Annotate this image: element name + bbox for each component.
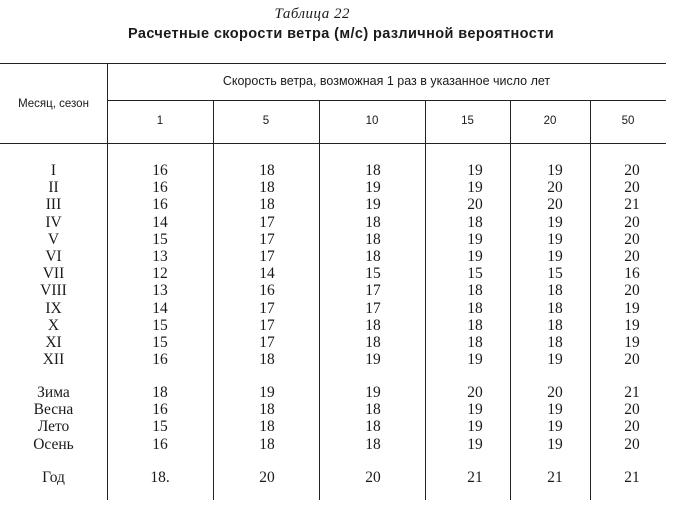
table-row [0, 317, 682, 334]
value-cell: 18 [365, 162, 381, 179]
value-cell: 19 [547, 436, 563, 453]
column-header: 10 [365, 115, 379, 127]
table-row [0, 384, 682, 401]
value-cell: 16 [624, 265, 640, 282]
table-row [0, 196, 682, 213]
value-cell: 18 [365, 231, 381, 248]
value-cell: 19 [624, 334, 640, 351]
value-cell: 19 [467, 418, 483, 435]
value-cell: 15 [547, 265, 563, 282]
value-cell: 20 [624, 418, 640, 435]
column-header: 5 [262, 115, 270, 127]
value-cell: 19 [547, 162, 563, 179]
value-cell: 16 [259, 282, 275, 299]
value-cell: 13 [152, 282, 168, 299]
value-cell: 18 [259, 196, 275, 213]
value-cell: 15 [152, 231, 168, 248]
value-cell: 19 [365, 179, 381, 196]
table-caption [0, 6, 682, 42]
value-cell: 18. [150, 469, 170, 486]
value-cell: 19 [547, 231, 563, 248]
value-cell: 17 [365, 282, 381, 299]
value-cell: 20 [624, 162, 640, 179]
value-cell: 19 [624, 300, 640, 317]
value-cell: 18 [259, 401, 275, 418]
row-header-label: Месяц, сезон [18, 98, 89, 110]
value-cell: 14 [152, 300, 168, 317]
group-header-rule [107, 100, 666, 101]
table-row [0, 351, 682, 368]
value-cell: 20 [467, 196, 483, 213]
value-cell: 18 [259, 351, 275, 368]
table-row [0, 265, 682, 282]
table-row [0, 469, 682, 486]
table-row [0, 300, 682, 317]
value-cell: 20 [259, 469, 275, 486]
row-label: Лето [37, 418, 70, 435]
value-cell: 12 [152, 265, 168, 282]
row-label: VIII [40, 282, 67, 299]
row-label: Год [42, 469, 65, 486]
row-label: V [47, 231, 60, 248]
table-title: Расчетные скорости ветра (м/с) различной вероятности [127, 26, 555, 42]
value-cell: 19 [547, 401, 563, 418]
value-cell: 17 [259, 248, 275, 265]
value-cell: 16 [152, 162, 168, 179]
value-cell: 18 [365, 214, 381, 231]
row-label: II [48, 179, 59, 196]
value-cell: 18 [467, 334, 483, 351]
row-label: III [45, 196, 62, 213]
table-row [0, 248, 682, 265]
value-cell: 15 [365, 265, 381, 282]
row-label: Весна [33, 401, 74, 418]
table-row [0, 282, 682, 299]
value-cell: 16 [152, 436, 168, 453]
row-label: VI [45, 248, 62, 265]
table-row [0, 179, 682, 196]
value-cell: 15 [152, 334, 168, 351]
value-cell: 19 [365, 384, 381, 401]
row-label: IV [45, 214, 62, 231]
table-row [0, 231, 682, 248]
value-cell: 20 [624, 436, 640, 453]
table-number: Таблица 22 [274, 6, 350, 22]
value-cell: 20 [467, 384, 483, 401]
value-cell: 18 [365, 248, 381, 265]
row-label: IX [45, 300, 62, 317]
column-header: 20 [543, 115, 557, 127]
value-cell: 19 [547, 351, 563, 368]
value-cell: 19 [259, 384, 275, 401]
value-cell: 20 [547, 196, 563, 213]
table-row [0, 214, 682, 231]
value-cell: 18 [467, 317, 483, 334]
value-cell: 18 [467, 282, 483, 299]
table-row [0, 334, 682, 351]
value-cell: 19 [547, 418, 563, 435]
row-label: VII [42, 265, 65, 282]
value-cell: 21 [624, 469, 640, 486]
value-cell: 17 [259, 334, 275, 351]
value-cell: 18 [365, 334, 381, 351]
value-cell: 20 [365, 469, 381, 486]
value-cell: 16 [152, 401, 168, 418]
table-row [0, 418, 682, 435]
value-cell: 16 [152, 351, 168, 368]
value-cell: 16 [152, 179, 168, 196]
value-cell: 18 [259, 179, 275, 196]
column-header: 1 [156, 115, 164, 127]
value-cell: 19 [467, 231, 483, 248]
top-rule [0, 63, 666, 64]
row-label: XI [45, 334, 62, 351]
value-cell: 19 [365, 196, 381, 213]
row-label: XII [42, 351, 65, 368]
value-cell: 17 [259, 300, 275, 317]
value-cell: 19 [624, 317, 640, 334]
value-cell: 18 [365, 418, 381, 435]
value-cell: 18 [547, 334, 563, 351]
value-cell: 20 [624, 231, 640, 248]
value-cell: 20 [624, 248, 640, 265]
value-cell: 17 [259, 317, 275, 334]
value-cell: 20 [624, 214, 640, 231]
value-cell: 18 [152, 384, 168, 401]
value-cell: 19 [467, 436, 483, 453]
value-cell: 19 [365, 351, 381, 368]
value-cell: 18 [365, 317, 381, 334]
column-header: 50 [621, 115, 635, 127]
value-cell: 17 [365, 300, 381, 317]
value-cell: 20 [624, 282, 640, 299]
value-cell: 18 [259, 162, 275, 179]
value-cell: 15 [467, 265, 483, 282]
value-cell: 19 [547, 214, 563, 231]
row-label: I [50, 162, 57, 179]
value-cell: 18 [259, 436, 275, 453]
value-cell: 13 [152, 248, 168, 265]
value-cell: 20 [624, 179, 640, 196]
table-row [0, 401, 682, 418]
value-cell: 19 [467, 248, 483, 265]
value-cell: 15 [152, 418, 168, 435]
row-label: X [47, 317, 60, 334]
value-cell: 21 [624, 196, 640, 213]
value-cell: 18 [547, 317, 563, 334]
value-cell: 20 [547, 179, 563, 196]
value-cell: 21 [624, 384, 640, 401]
value-cell: 19 [467, 162, 483, 179]
value-cell: 18 [365, 436, 381, 453]
value-cell: 20 [547, 384, 563, 401]
value-cell: 14 [152, 214, 168, 231]
column-header: 15 [461, 115, 474, 127]
value-cell: 16 [152, 196, 168, 213]
row-label: Осень [33, 436, 74, 453]
value-cell: 15 [152, 317, 168, 334]
value-cell: 20 [624, 351, 640, 368]
value-cell: 17 [259, 214, 275, 231]
value-cell: 14 [259, 265, 275, 282]
table-row [0, 436, 682, 453]
value-cell: 19 [467, 351, 483, 368]
value-cell: 21 [467, 469, 483, 486]
value-cell: 18 [365, 401, 381, 418]
value-cell: 21 [547, 469, 563, 486]
table-row [0, 162, 682, 179]
row-label: Зима [37, 384, 70, 401]
value-cell: 17 [259, 231, 275, 248]
value-cell: 18 [547, 282, 563, 299]
value-cell: 19 [467, 401, 483, 418]
value-cell: 18 [467, 300, 483, 317]
value-cell: 18 [259, 418, 275, 435]
value-cell: 18 [547, 300, 563, 317]
value-cell: 19 [467, 179, 483, 196]
value-cell: 18 [467, 214, 483, 231]
header-bottom-rule [0, 143, 666, 144]
column-group-header: Скорость ветра, возможная 1 раз в указанное число лет [222, 74, 551, 88]
value-cell: 20 [624, 401, 640, 418]
value-cell: 19 [547, 248, 563, 265]
